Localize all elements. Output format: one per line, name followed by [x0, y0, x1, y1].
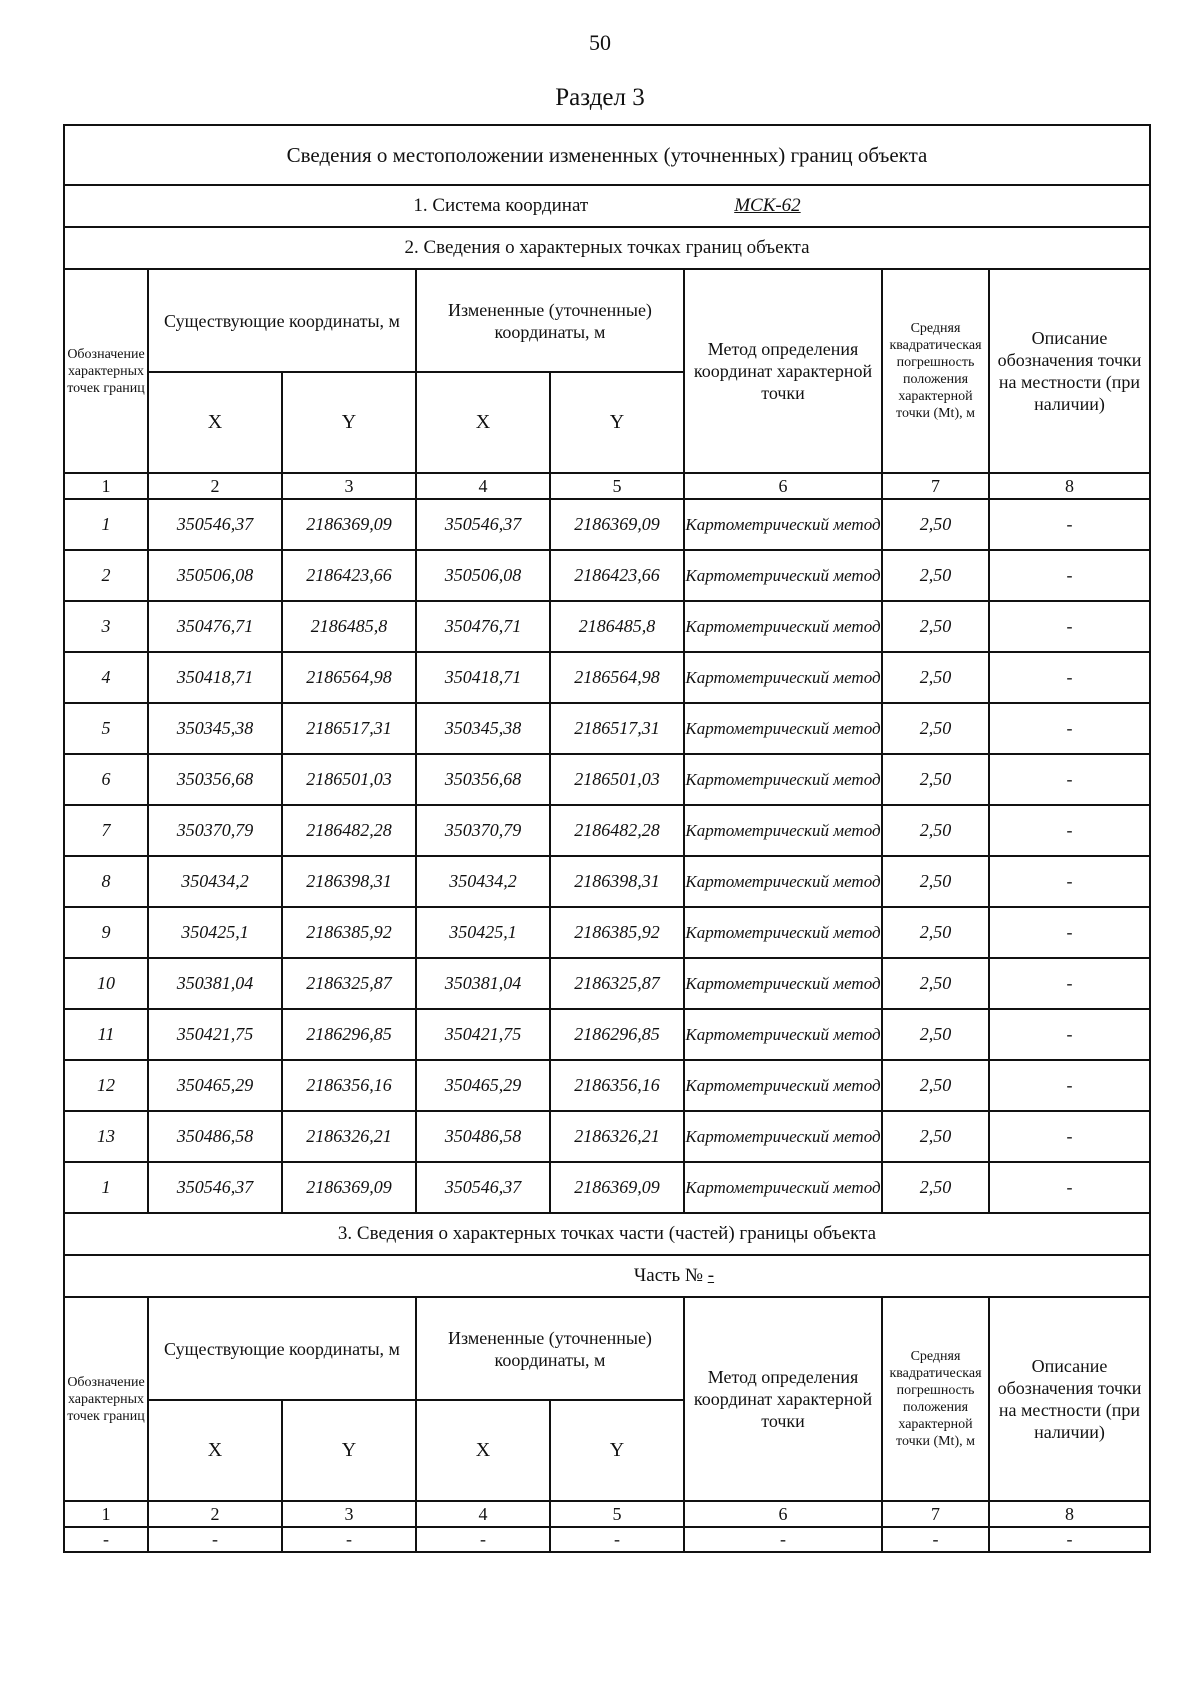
- changed-x: 350486,58: [416, 1111, 550, 1162]
- column-number: 7: [882, 1501, 989, 1527]
- column-number: 7: [882, 473, 989, 499]
- method: Картометрический метод: [684, 550, 882, 601]
- part-header-y-2: Y: [282, 1400, 416, 1501]
- points-header-description: Описание обозначения точки на местности (при наличии): [989, 269, 1150, 473]
- existing-y: 2186369,09: [282, 499, 416, 550]
- column-number: 1: [64, 1501, 148, 1527]
- changed-y: -: [550, 1527, 684, 1552]
- method: Картометрический метод: [684, 601, 882, 652]
- point-number: 3: [64, 601, 148, 652]
- error-mt: 2,50: [882, 958, 989, 1009]
- title-row: [64, 125, 1150, 185]
- points-header-existing: Существующие координаты, м: [148, 269, 416, 372]
- existing-y: 2186398,31: [282, 856, 416, 907]
- column-number: 5: [550, 1501, 684, 1527]
- coord-system-value: МСК-62: [734, 195, 801, 216]
- points-heading: 2. Сведения о характерных точках границ объекта: [64, 227, 1150, 269]
- table-title: Сведения о местоположении измененных (уточненных) границ объекта: [64, 125, 1150, 185]
- column-number: 3: [282, 1501, 416, 1527]
- error-mt: 2,50: [882, 1162, 989, 1213]
- changed-y: 2186398,31: [550, 856, 684, 907]
- existing-x: 350421,75: [148, 1009, 282, 1060]
- existing-y: 2186356,16: [282, 1060, 416, 1111]
- table-row: [64, 1111, 1150, 1162]
- part-header-description: Описание обозначения точки на местности (при наличии): [989, 1297, 1150, 1501]
- changed-x: 350356,68: [416, 754, 550, 805]
- column-number: 1: [64, 473, 148, 499]
- description: -: [989, 1009, 1150, 1060]
- changed-x: 350421,75: [416, 1009, 550, 1060]
- table-row: [64, 1527, 1150, 1552]
- changed-y: 2186356,16: [550, 1060, 684, 1111]
- points-header-designation: Обозначение характерных точек границ: [64, 269, 148, 473]
- changed-y: 2186326,21: [550, 1111, 684, 1162]
- method: Картометрический метод: [684, 1009, 882, 1060]
- method: Картометрический метод: [684, 1060, 882, 1111]
- part-header-changed: Измененные (уточненные) координаты, м: [416, 1297, 684, 1400]
- point-number: 5: [64, 703, 148, 754]
- column-number: 4: [416, 473, 550, 499]
- existing-y: 2186501,03: [282, 754, 416, 805]
- description: -: [989, 1527, 1150, 1552]
- changed-x: 350370,79: [416, 805, 550, 856]
- table-row: [64, 1162, 1150, 1213]
- column-number: 8: [989, 473, 1150, 499]
- part-header-existing: Существующие координаты, м: [148, 1297, 416, 1400]
- table-row: [64, 805, 1150, 856]
- point-number: 4: [64, 652, 148, 703]
- part-header-x-1: X: [148, 1400, 282, 1501]
- existing-x: 350465,29: [148, 1060, 282, 1111]
- points-header-error: Средняя квадратическая погрешность положения характерной точки (Mt), м: [882, 269, 989, 473]
- description: -: [989, 652, 1150, 703]
- point-number: 12: [64, 1060, 148, 1111]
- table-row: [64, 652, 1150, 703]
- existing-x: 350418,71: [148, 652, 282, 703]
- points-column-number-row: [64, 473, 1150, 499]
- existing-y: 2186385,92: [282, 907, 416, 958]
- changed-y: 2186369,09: [550, 1162, 684, 1213]
- changed-y: 2186325,87: [550, 958, 684, 1009]
- column-number: 2: [148, 473, 282, 499]
- description: -: [989, 499, 1150, 550]
- part-column-number-row: [64, 1501, 1150, 1527]
- error-mt: 2,50: [882, 907, 989, 958]
- part-header-x-3: X: [416, 1400, 550, 1501]
- method: -: [684, 1527, 882, 1552]
- changed-x: 350425,1: [416, 907, 550, 958]
- table-row: [64, 958, 1150, 1009]
- column-number: 2: [148, 1501, 282, 1527]
- changed-x: 350418,71: [416, 652, 550, 703]
- point-number: 1: [64, 499, 148, 550]
- method: Картометрический метод: [684, 1111, 882, 1162]
- point-number: 9: [64, 907, 148, 958]
- column-number: 6: [684, 1501, 882, 1527]
- points-header-changed: Измененные (уточненные) координаты, м: [416, 269, 684, 372]
- parts-heading-row: [64, 1213, 1150, 1255]
- point-number: -: [64, 1527, 148, 1552]
- existing-y: 2186326,21: [282, 1111, 416, 1162]
- existing-y: 2186517,31: [282, 703, 416, 754]
- existing-x: 350506,08: [148, 550, 282, 601]
- changed-y: 2186501,03: [550, 754, 684, 805]
- error-mt: 2,50: [882, 1009, 989, 1060]
- point-number: 1: [64, 1162, 148, 1213]
- existing-y: 2186423,66: [282, 550, 416, 601]
- table-row: [64, 499, 1150, 550]
- changed-x: 350434,2: [416, 856, 550, 907]
- changed-x: 350506,08: [416, 550, 550, 601]
- existing-y: 2186296,85: [282, 1009, 416, 1060]
- changed-x: 350546,37: [416, 499, 550, 550]
- table-body: [64, 125, 1150, 1552]
- existing-x: -: [148, 1527, 282, 1552]
- point-number: 13: [64, 1111, 148, 1162]
- method: Картометрический метод: [684, 499, 882, 550]
- method: Картометрический метод: [684, 907, 882, 958]
- points-header-y-4: Y: [550, 372, 684, 473]
- table-row: [64, 1060, 1150, 1111]
- method: Картометрический метод: [684, 1162, 882, 1213]
- section-title: Раздел 3: [555, 84, 645, 111]
- part-label: Часть №: [633, 1265, 703, 1286]
- error-mt: 2,50: [882, 754, 989, 805]
- column-number: 4: [416, 1501, 550, 1527]
- column-number: 6: [684, 473, 882, 499]
- description: -: [989, 805, 1150, 856]
- changed-x: 350476,71: [416, 601, 550, 652]
- part-number-row: [64, 1255, 1150, 1297]
- changed-x: 350345,38: [416, 703, 550, 754]
- changed-y: 2186482,28: [550, 805, 684, 856]
- table-row: [64, 1009, 1150, 1060]
- coord-system: [64, 185, 1150, 227]
- part-header-designation: Обозначение характерных точек границ: [64, 1297, 148, 1501]
- changed-y: 2186517,31: [550, 703, 684, 754]
- parts-heading: 3. Сведения о характерных точках части (частей) границы объекта: [64, 1213, 1150, 1255]
- existing-x: 350434,2: [148, 856, 282, 907]
- table-row: [64, 703, 1150, 754]
- method: Картометрический метод: [684, 703, 882, 754]
- part-header-row: [64, 1297, 1150, 1400]
- point-number: 10: [64, 958, 148, 1009]
- existing-y: 2186485,8: [282, 601, 416, 652]
- changed-y: 2186564,98: [550, 652, 684, 703]
- boundary-table: [63, 124, 1151, 1553]
- error-mt: 2,50: [882, 652, 989, 703]
- existing-y: 2186564,98: [282, 652, 416, 703]
- method: Картометрический метод: [684, 754, 882, 805]
- error-mt: 2,50: [882, 805, 989, 856]
- changed-y: 2186423,66: [550, 550, 684, 601]
- table-row: [64, 856, 1150, 907]
- changed-y: 2186485,8: [550, 601, 684, 652]
- part-header-error: Средняя квадратическая погрешность положения характерной точки (Mt), м: [882, 1297, 989, 1501]
- existing-x: 350425,1: [148, 907, 282, 958]
- points-header-x-1: X: [148, 372, 282, 473]
- part-header-method: Метод определения координат характерной точки: [684, 1297, 882, 1501]
- description: -: [989, 754, 1150, 805]
- table-row: [64, 550, 1150, 601]
- existing-x: 350476,71: [148, 601, 282, 652]
- changed-x: 350465,29: [416, 1060, 550, 1111]
- part-header-y-4: Y: [550, 1400, 684, 1501]
- changed-y: 2186296,85: [550, 1009, 684, 1060]
- table-row: [64, 601, 1150, 652]
- point-number: 7: [64, 805, 148, 856]
- coord-system-label: 1. Система координат: [413, 195, 589, 216]
- existing-x: 350486,58: [148, 1111, 282, 1162]
- table-row: [64, 754, 1150, 805]
- point-number: 8: [64, 856, 148, 907]
- changed-x: 350381,04: [416, 958, 550, 1009]
- part-number-value: -: [707, 1265, 715, 1286]
- changed-y: 2186369,09: [550, 499, 684, 550]
- changed-y: 2186385,92: [550, 907, 684, 958]
- error-mt: 2,50: [882, 1111, 989, 1162]
- points-header-row: [64, 269, 1150, 372]
- coord-system-row: [64, 185, 1150, 227]
- error-mt: 2,50: [882, 601, 989, 652]
- error-mt: 2,50: [882, 1060, 989, 1111]
- method: Картометрический метод: [684, 958, 882, 1009]
- points-header-method: Метод определения координат характерной точки: [684, 269, 882, 473]
- description: -: [989, 856, 1150, 907]
- description: -: [989, 601, 1150, 652]
- existing-x: 350356,68: [148, 754, 282, 805]
- method: Картометрический метод: [684, 652, 882, 703]
- existing-x: 350370,79: [148, 805, 282, 856]
- description: -: [989, 958, 1150, 1009]
- existing-y: -: [282, 1527, 416, 1552]
- existing-x: 350345,38: [148, 703, 282, 754]
- existing-x: 350381,04: [148, 958, 282, 1009]
- point-number: 6: [64, 754, 148, 805]
- existing-x: 350546,37: [148, 1162, 282, 1213]
- page-number: 50: [589, 30, 611, 55]
- points-header-y-2: Y: [282, 372, 416, 473]
- column-number: 3: [282, 473, 416, 499]
- existing-y: 2186482,28: [282, 805, 416, 856]
- error-mt: -: [882, 1527, 989, 1552]
- error-mt: 2,50: [882, 499, 989, 550]
- changed-x: -: [416, 1527, 550, 1552]
- description: -: [989, 1060, 1150, 1111]
- description: -: [989, 907, 1150, 958]
- column-number: 5: [550, 473, 684, 499]
- error-mt: 2,50: [882, 856, 989, 907]
- description: -: [989, 703, 1150, 754]
- error-mt: 2,50: [882, 703, 989, 754]
- point-number: 2: [64, 550, 148, 601]
- existing-y: 2186325,87: [282, 958, 416, 1009]
- method: Картометрический метод: [684, 856, 882, 907]
- points-heading-row: [64, 227, 1150, 269]
- points-header-x-3: X: [416, 372, 550, 473]
- table-row: [64, 907, 1150, 958]
- description: -: [989, 550, 1150, 601]
- changed-x: 350546,37: [416, 1162, 550, 1213]
- column-number: 8: [989, 1501, 1150, 1527]
- error-mt: 2,50: [882, 550, 989, 601]
- description: -: [989, 1162, 1150, 1213]
- method: Картометрический метод: [684, 805, 882, 856]
- existing-y: 2186369,09: [282, 1162, 416, 1213]
- existing-x: 350546,37: [148, 499, 282, 550]
- description: -: [989, 1111, 1150, 1162]
- part-number: [64, 1255, 1150, 1297]
- point-number: 11: [64, 1009, 148, 1060]
